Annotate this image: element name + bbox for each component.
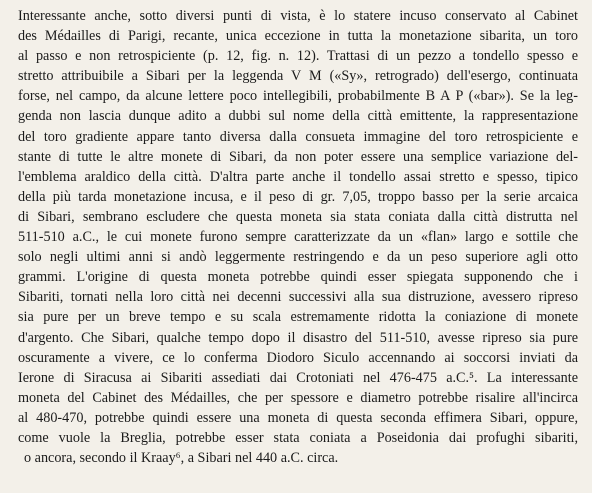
text-line: oscuramente a vivere, ce lo conferma Diodoro Siculo accennando ai soccorsi inviati da [18, 349, 578, 366]
text-line: grammi. L'origine di questa moneta potrebbe quindi esser spiegata supponendo che i [18, 269, 578, 286]
text-line: o ancora, secondo il Kraay⁶, a Sibari nel 440 a.C. circa. [24, 450, 339, 467]
text-line: del toro gradiente appare tanto diversa dalla consueta immagine del toro retrospiciente e [18, 128, 578, 145]
body-text [18, 6, 578, 468]
text-line: d'argento. Che Sibari, qualche tempo dopo il disastro del 511-510, avesse ripreso sia pure [18, 329, 578, 346]
text-line: moneta del Cabinet des Médailles, che per spessore e diametro potrebbe risalire all'incirca [18, 389, 578, 406]
text-line: forse, nel campo, da alcune lettere poco intellegibili, probabilmente B A P («bar»). Se la leg- [18, 88, 578, 105]
text-line: sia pure per un breve tempo e su scala estremamente ridotta la coniazione di monete [18, 309, 578, 326]
text-line: di Sibari, sembrano escludere che questa moneta sia stata coniata dalla città distrutta nel [18, 208, 578, 225]
text-line: stretto attribuibile a Sibari per la leggenda V M («Sy», retrogrado) dell'esergo, continuata [18, 68, 578, 85]
text-line: della più tarda monetazione incusa, e il peso di gr. 7,05, troppo basso per la serie arcaica [18, 188, 578, 205]
text-line: des Médailles di Parigi, recante, unica eccezione in tutta la monetazione sibarita, un toro [18, 28, 578, 45]
text-line: Interessante anche, sotto diversi punti di vista, è lo statere incuso conservato al Cabinet [18, 8, 578, 24]
text-line: Sibariti, tornati nella loro città nei decenni successivi alla sua distruzione, avessero ripreso [18, 289, 578, 306]
text-line: al 480-470, potrebbe quindi essere una moneta di questa seconda effimera Sibari, oppure, [18, 409, 578, 426]
text-line: genda non lascia dunque adito a dubbi sul nome della città emittente, la rappresentazione [18, 108, 578, 125]
text-line: solo negli ultimi anni si andò leggermente restringendo e da un peso superiore agli otto [18, 249, 578, 266]
text-line: 511-510 a.C., le cui monete furono sempre caratterizzate da un «flan» largo e sottile che [18, 229, 578, 246]
text-line: come vuole la Breglia, potrebbe esser stata coniata a Poseidonia dai profughi sibariti, [18, 429, 578, 446]
text-line: Ierone di Siracusa ai Sibariti assediati dai Crotoniati nel 476-475 a.C.⁵. La interessante [18, 369, 578, 386]
text-line: stante di tutte le altre monete di Sibari, da non poter essere una semplice variazione del- [18, 148, 578, 165]
text-line: al passo e non retrospiciente (p. 12, fig. n. 12). Trattasi di un pezzo a tondello spesso e [18, 48, 578, 65]
text-line: l'emblema araldico della città. D'altra parte anche il tondello assai stretto e spesso, tipico [18, 168, 578, 185]
